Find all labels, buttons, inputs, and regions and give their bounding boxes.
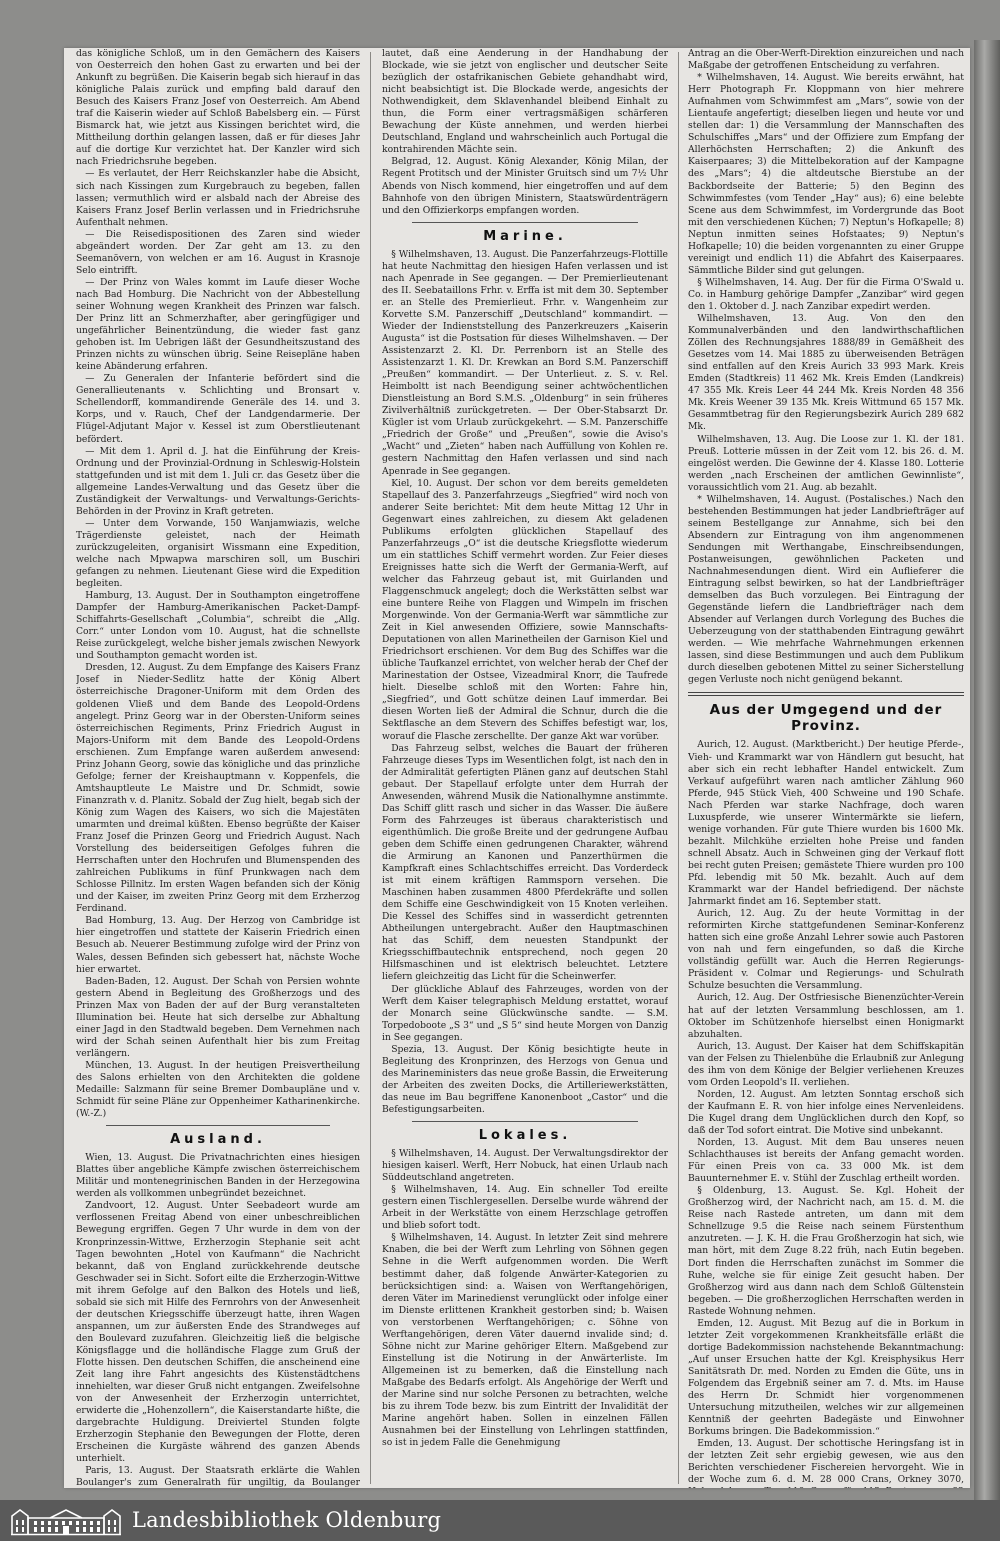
column-rule bbox=[370, 52, 371, 1484]
page-edge-shadow bbox=[974, 40, 1000, 1500]
library-building-logo-icon bbox=[10, 1506, 122, 1536]
article: Wilhelmshaven, 13. Aug. Die Loose zur 1. Kl. der 181. Preuß. Lotterie müssen in der Zeit vom 12. bis 26. d. M. eingelöst werden. Die Gewinne der 4. Klasse 180. Lotterie werden „nach Erscheinen der amtlichen Gewinnliste“, voraussichtlich vom 21. Aug. ab bezahlt. bbox=[688, 433, 964, 493]
article: Emden, 12. August. Mit Bezug auf die in Borkum in letzter Zeit vorgekommenen Krankheitsfälle erläßt die dortige Badekommission nachstehende Bekanntmachung: „Auf unser Ersuchen hatte der Kgl. Kreisphysikus Herr Sanitätsrath Dr. med. Norden zu Emden die Güte, uns in Folgendem das Ergebniß seiner am 7. d. Mts. im Hause des Herrn Dr. Schmidt hier vorgenommenen Untersuchung mitzutheilen, welches wir zur allgemeinen Kenntniß der geehrten Badegäste und Einwohner Borkums bringen. Die Badekommission.“ bbox=[688, 1317, 964, 1438]
article: München, 13. August. In der heutigen Preisvertheilung des Salons erhielten von den Architekten die goldene Medaille: Salzmann für seine Bremer Dombaupläne und v. Schmidt für seine Pläne zur Oppenheimer Katharinenkirche. (W.-Z.) bbox=[76, 1059, 360, 1120]
article: * Wilhelmshaven, 14. August. (Postalisches.) Nach den bestehenden Bestimmungen hat jeder Landbriefträger auf seinem Bestellgange zur Annahme, sich bei den Absendern zur Eintragung von ihm angenommenen Sendungen mit Werthangabe, Einschreibsendungen, Postanweisungen, gewöhnlichen Packeten und Nachnahmesendungen dient. Wird ein Auflieferer die Eintragung selbst bewirken, so hat der Landbriefträger demselben das Buch vorzulegen. Bei Eintragung der Gegenstände liefern die Landbriefträger nach dem Absender auf Verlangen durch Vorlegung des Buches die Ueberzeugung von der statthabenden Eintragung gewährt werden. — Wie mehrfache Wahrnehmungen erkennen lassen, sind diese Bestimmungen und auch dem Publikum durch dieselben gebotenen Mittel zu seiner Sicherstellung gegen Verluste noch nicht genügend bekannt. bbox=[688, 493, 964, 686]
section-heading-marine: Marine. bbox=[483, 228, 567, 244]
section-divider bbox=[106, 1125, 330, 1126]
column-rule bbox=[678, 52, 679, 1484]
article: — Die Reisedispositionen des Zaren sind wieder abgeändert worden. Der Zar geht am 13. zu den Seemanövern, von welchen er am 16. August in Krasnoje Selo eintrifft. bbox=[76, 228, 360, 276]
article: Zandvoort, 12. August. Unter Seebadeort wurde am verflossenen Freitag Abend von einer unbeschreiblichen Bewegung ergriffen. Gegen 7 Uhr wurde in dem von der Kronprinzessin-Wittwe, Erzherzogin Stephanie seit acht Tagen bewohnten „Hotel von Kaufmann“ die Nachricht bekannt, daß von England zurückkehrende deutsche Geschwader sei in Sicht. Sofort eilte die Erzherzogin-Wittwe mit ihrem Gefolge auf den Balkon des Hotels und ließ, sobald sie sich mit Hilfe des Fernrohrs von der Anwesenheit der deutschen Kriegsschiffe überzeugt hatte, ihren Wagen anspannen, um zur äußersten Ende des Strandweges auf den Boulevard zuzufahren. Gleichzeitig ließ die belgische Königsflagge und die holländische Flagge zum Gruß der Flotte hissen. Den deutschen Schiffen, die anscheinend eine Zeit lang ihre Fahrt angesichts des Küstenstädtchens innehielten, war dieser Gruß nicht entgangen. Zweifelsohne von der Anwesenheit der Erzherzogin unterrichtet, erwiderte die „Hohenzollern“, die Kaiserstandarte hißte, die dargebrachte Huldigung. Dreiviertel Stunden folgte Erzherzogin Stephanie den Bewegungen der Flotte, deren Erscheinen die Kurgäste während des ganzen Abends unterhielt. bbox=[76, 1200, 360, 1465]
section-divider bbox=[412, 222, 638, 223]
section-divider bbox=[688, 692, 964, 696]
article: Spezia, 13. August. Der König besichtigte heute in Begleitung des Kronprinzen, des Herzogs von Genua und des Marineministers das neue große Bassin, die Erweiterung der Arbeiten des zweiten Docks, die Artilleriewerkstätten, das neue im Bau begriffene Kanonenboot „Castor“ und die Befestigungsarbeiten. bbox=[382, 1043, 668, 1115]
article: § Wilhelmshaven, 13. August. Die Panzerfahrzeugs-Flottille hat heute Nachmittag den hiesigen Hafen verlassen und ist nach Apenrade in See gegangen. — Der Premierlieutenant des II. Seebataillons Frhr. v. Erffa ist mit dem 30. September er. an Stelle des Premierlieut. Frhr. v. Wangenheim zur Korvette S.M. Panzerschiff „Deutschland“ kommandirt. — Wieder der Indienststellung des Panzerkreuzers „Kaiserin Augusta“ ist die Postsation für dieses Wilhelmshaven. — Der Assistenzarzt 2. Kl. Dr. Perrenborn ist an Stelle des Assistenzarzt 1. Kl. Dr. Krewkan an Bord S.M. Panzerschiff „Preußen“ kommandirt. — Der Unterlieut. z. S. v. Rel. Heimboltt ist nach Beendigung seiner achtwöchentlichen Dienstleistung an Bord S.M.S. „Oldenburg“ in sein früheres Zivilverhältniß zurückgetreten. — Der Ober-Stabsarzt Dr. Kügler ist vom Urlaub zurückgekehrt. — S.M. Panzerschiffe „Friedrich der Große“ und „Preußen“, sowie die Aviso's „Wacht“ und „Zieten“ haben nach Auffüllung von Kohlen re. gestern Nachmittag den Hafen verlassen und sind nach Apenrade in See gegangen. bbox=[382, 248, 668, 477]
column-middle bbox=[382, 48, 668, 1488]
article: Belgrad, 12. August. König Alexander, König Milan, der Regent Protitsch und der Minister Gruitsch sind um 7½ Uhr Abends von Nisch kommend, hier eingetroffen und auf dem Bahnhofe von den übrigen Ministern, Staatswürdenträgern und den Offizierkorps empfangen worden. bbox=[382, 156, 668, 216]
article: Antrag an die Ober-Werft-Direktion einzureichen und nach Maßgabe der getroffenen Entscheidung zu verfahren. bbox=[688, 48, 964, 72]
article: — Es verlautet, der Herr Reichskanzler habe die Absicht, sich nach Kissingen zum Kurgebrauch zu begeben, fallen lassen; vermuthlich wird er alsbald nach der Abreise des Kaisers Franz Josef Berlin verlassen und in Friedrichsruhe Aufenthalt nehmen. bbox=[76, 168, 360, 228]
column-left-top bbox=[76, 48, 360, 1120]
article: Baden-Baden, 12. August. Der Schah von Persien wohnte gestern Abend in Begleitung des Großherzogs und des Prinzen Max von Baden der auf der Burg veranstalteten Illumination bei. Heute hat sich derselbe zur Abhaltung einer Jagd in den Stadtwald begeben. Dem Vernehmen nach wird der Schah seinen Aufenthalt hier bis zum Freitag verlängern. bbox=[76, 975, 360, 1059]
article: Norden, 12. August. Am letzten Sonntag erschoß sich der Kaufmann E. R. von hier infolge eines Nervenleidens. Die Kugel drang dem Unglücklichen durch den Kopf, so daß der Tod sofort eintrat. Die Motive sind unbekannt. bbox=[688, 1088, 964, 1136]
article: — Zu Generalen der Infanterie befördert sind die Generallieutenants v. Schlichting und Bronsart v. Schellendorff, kommandirende Generäle des 14. und 3. Korps, und v. Rauch, Chef der Landgendarmerie. Der Flügel-Adjutant Major v. Kessel ist zum Oberstlieutenant befördert. bbox=[76, 373, 360, 445]
article: — Mit dem 1. April d. J. hat die Einführung der Kreis-Ordnung und der Provinzial-Ordnung in Schleswig-Holstein stattgefunden und ist mit dem 1. Juli cr. das Gesetz über die allgemeine Landes-Verwaltung und das Gesetz über die Zuständigkeit der Verwaltungs- und Verwaltungs-Gerichts-Behörden in der Provinz in Kraft getreten. bbox=[76, 445, 360, 517]
column-right bbox=[688, 48, 964, 1488]
column-left bbox=[76, 48, 360, 1488]
footer-bar bbox=[0, 1500, 1000, 1541]
article: Paris, 13. August. Der Staatsrath erklärte die Wahlen Boulanger's zum Generalrath für ungiltig, da Boulanger bbox=[76, 1465, 360, 1488]
article: Bad Homburg, 13. Aug. Der Herzog von Cambridge ist hier eingetroffen und stattete der Kaiserin Friedrich einen Besuch ab. Neuerer Bestimmung zufolge wird der Prinz von Wales, dessen Befinden sich gebessert hat, nächste Woche hier erwartet. bbox=[76, 915, 360, 975]
article: Norden, 13. August. Mit dem Bau unseres neuen Schlachthauses ist bereits der Anfang gemacht worden. Für einen Preis von ca. 33 000 Mk. ist dem Bauunternehmer E. v. Stühl der Zuschlag ertheilt worden. bbox=[688, 1137, 964, 1185]
article: § Wilhelmshaven, 14. Aug. Der für die Firma O'Swald u. Co. in Hamburg gehörige Dampfer „Zanzibar“ wird gegen den 1. Oktober d. J. nach Zanzibar expedirt werden. bbox=[688, 276, 964, 312]
section-divider bbox=[412, 1121, 638, 1122]
article: * Wilhelmshaven, 14. August. Wie bereits erwähnt, hat Herr Photograph Fr. Kloppmann von hier mehrere Aufnahmen vom Schwimmfest am „Mars“, sowie von der Lientaufe angefertigt; dieselben liegen und heute vor und stellen dar: 1) die Versammlung der Mannschaften des Schulschiffes „Mars“ und der Offiziere zum Empfang der Allerhöchsten Herrschaften; 2) die Ankunft des Kaiserpaares; 3) die Mittelbekoration auf der Kampagne des „Mars“; 4) die altdeutsche Bierstube an der Backbordseite der Batterie; 5) den Beginn des Schwimmfestes (vom Tender „Hay“ aus); 6) eine belebte Scene aus dem Schwimmfest, im Vordergrunde das Boot mit den verschiedenen Küchen; 7) Neptun's Hofkapelle; 8) Neptun inmitten seines Hofstaates; 9) Neptun's Hofkapelle; 10) die beiden vorgenannten zu einer Gruppe vereinigt und endlich 11) die Abfahrt des Kaiserpaares. Sämmtliche Bilder sind gut gelungen. bbox=[688, 72, 964, 276]
article: Das Fahrzeug selbst, welches die Bauart der früheren Fahrzeuge dieses Typs im Wesentlichen folgt, ist nach den in der Admiralität gefertigten Plänen ganz auf deutschen Stahl gebaut. Der Stapellauf erfolgte unter dem Hurrah der Anwesenden, während Musik die Nationalhymne anstimmte. Das Schiff glitt rasch und sicher in das Wasser. Die äußere Form des Fahrzeuges ist überaus charakteristisch und eigenthümlich. Die große Breite und der gedrungene Aufbau geben dem Schiffe einen gedrungenen Charakter, während die Armirung an Kanonen und Panzerthürmen die Kampfkraft eines Schlachtschiffes erreicht. Das Vorderdeck ist mit einem kräftigen Rammsporn versehen. Die Maschinen haben zusammen 4800 Pferdekräfte und sollen dem Schiffe eine Geschwindigkeit von 15 Knoten verleihen. Die Kessel des Schiffes sind in wasserdicht getrennten Abtheilungen untergebracht. Außer den Hauptmaschinen hat das Schiff, dem neuesten Standpunkt der Kriegsschiffbautechnik entsprechend, noch gegen 20 Hilfsmaschinen und ist elektrisch beleuchtet. Letztere liefern gleichzeitig das Licht für die Scheinwerfer. bbox=[382, 742, 668, 983]
library-name: Landesbibliothek Oldenburg bbox=[132, 1508, 442, 1532]
article: Wilhelmshaven, 13. Aug. Von den den Kommunalverbänden und den landwirthschaftlichen Zöllen des Rechnungsjahres 1888/89 in Gemäßheit des Gesetzes vom 14. Mai 1885 zu überweisenden Beträgen sind entfallen auf den Kreis Aurich 33 993 Mark. Kreis Emden (Stadtkreis) 11 462 Mk. Kreis Emden (Landkreis) 47 355 Mk. Kreis Leer 44 244 Mk. Kreis Norden 48 356 Mk. Kreis Weener 39 135 Mk. Kreis Wittmund 65 157 Mk. Gesammtbetrag für den Regierungsbezirk Aurich 289 682 Mk. bbox=[688, 313, 964, 433]
article: Aurich, 13. August. Der Kaiser hat dem Schiffskapitän van der Felsen zu Thielenbühe die Erlaubniß zur Anlegung des ihm von dem Könige der Belgier verliehenen Kreuzes vom Orden Leopold's II. verliehen. bbox=[688, 1040, 964, 1088]
article: Aurich, 12. Aug. Der Ostfriesische Bienenzüchter-Verein hat auf der letzten Versammlung beschlossen, am 1. Oktober im Schützenhofe hierselbst einen Honigmarkt abzuhalten. bbox=[688, 992, 964, 1040]
article: Wien, 13. August. Die Privatnachrichten eines hiesigen Blattes über angebliche Kämpfe zwischen österreichischem Militär und montenegrinischen Banden in der Herzegowina werden als vollkommen unbegründet bezeichnet. bbox=[76, 1152, 360, 1200]
article: das königliche Schloß, um in den Gemächern des Kaisers von Oesterreich den hohen Gast zu erwarten und bei der Ankunft zu begrüßen. Die Kaiserin begab sich hierauf in das königliche Palais zurück und empfing bald darauf den Besuch des Kaisers Franz Josef von Oesterreich. Am Abend traf die Kaiserin wieder auf Schloß Babelsberg ein. — Fürst Bismarck hat, wie jetzt aus Kissingen berichtet wird, die Mittheilung dorthin gelangen lassen, daß er für dieses Jahr auf die dortige Kur verzichtet hat. Der Kanzler wird sich nach Friedrichsruhe begeben. bbox=[76, 48, 360, 168]
section-heading-lokales: Lokales. bbox=[478, 1128, 572, 1144]
article: — Der Prinz von Wales kommt im Laufe dieser Woche nach Bad Homburg. Die Nachricht von der Abbestellung seiner Wohnung wegen Krankheit des Prinzen war falsch. Der Prinz litt an Schmerzhafter, aber geringfügiger und ungefährlicher Beinentzündung, die wieder fast ganz gehoben ist. Im Uebrigen läßt der Gesundheitszustand des Prinzen nichts zu wünschen übrig. Seine Reisepläne haben keine Abänderung erfahren. bbox=[76, 276, 360, 373]
article: Dresden, 12. August. Zu dem Empfange des Kaisers Franz Josef in Nieder-Sedlitz hatte der König Albert österreichische Dragoner-Uniform mit dem Orden des goldenen Vließ und dem Bande des Leopold-Ordens angelegt. Prinz Georg war in der Obersten-Uniform seines österreichischen Regiments, Prinz Friedrich August in Majors-Uniform mit dem Bande des Leopold-Ordens erschienen. Zum Empfange waren außerdem anwesend: Prinz Johann Georg, sowie das königliche und das prinzliche Gefolge; ferner der Kreishauptmann v. Koppenfels, die Amtshauptleute Le Maistre und Dr. Schmidt, sowie Finanzrath v. d. Planitz. Sobald der Zug hielt, begab sich der König zum Wagen des Kaisers, wo sich die Majestäten umarmten und dreimal küßten. Ebenso begrüßte der Kaiser Franz Josef die Prinzen Georg und Friedrich August. Nach Vorstellung des beiderseitigen Gefolges fuhren die Herrschaften unter den Hochrufen und Blumenspenden des zahlreichen Publikums in fünf Prunkwagen nach dem Schlosse Pillnitz. Im ersten Wagen befanden sich der König und der Kaiser, im zweiten Prinz Georg mit dem Erzherzog Ferdinand. bbox=[76, 662, 360, 915]
newspaper-page bbox=[64, 48, 970, 1488]
article: § Oldenburg, 13. August. Se. Kgl. Hoheit der Großherzog wird, der Nachricht nach, am 15. d. M. die Reise nach Rastede antreten, um dann mit dem Schnellzuge 9.5 die Reise nach seinem Fürstenthum anzutreten. — J. K. H. die Frau Großherzogin hat sich, wie man hört, mit dem Zuge 8.22 früh, nach Eutin begeben. Dort finden die Herrschaften zunächst im Sommer die Ruhe, welche sie für einige Zeit gesucht haben. Der Großherzog wird aus dann nach dem Schloß Gültenstein begeben. — Die großherzoglichen Herrschaften werden in Rastede Wohnung nehmen. bbox=[688, 1185, 964, 1317]
article: Aurich, 12. August. (Marktbericht.) Der heutige Pferde-, Vieh- und Krammarkt war von Händlern gut besucht, hat aber sich ein recht lebhafter Handel entwickelt. Zum Verkauf aufgeführt waren nach amtlicher Zählung 960 Pferde, 945 Stück Vieh, 400 Schweine und 190 Schafe. Nach Pferden war starke Nachfrage, doch waren Luxuspferde, wie unserer Wintermärkte sie liefern, wenige vorhanden. Für gute Thiere wurden bis 1600 Mk. bezahlt. Milchkühe erzielten hohe Preise und fanden schnell Absatz. Auch in Schweinen ging der Verkauf flott bei recht guten Preisen; gemästete Thiere wurden pro 100 Pfd. lebendig mit 50 Mk. bezahlt. Auch auf dem Krammarkt war der Handel befriedigend. Der nächste Jahrmarkt findet am 16. September statt. bbox=[688, 739, 964, 908]
article: Kiel, 10. August. Der schon vor dem bereits gemeldeten Stapellauf des 3. Panzerfahrzeugs „Siegfried“ wird noch von anderer Seite berichtet: Mit dem heute Mittag 12 Uhr in Gegenwart eines zahlreichen, zu diesem Akt geladenen Publikums erfolgten glücklichen Stapellauf des Panzerfahrzeugs „O“ ist die deutsche Kriegsflotte wiederum um ein stattliches Schiff vermehrt worden. Zur Feier dieses Ereignisses hatte sich die Werft der Germania-Werft, auf welcher das Fahrzeug gebaut ist, mit Guirlanden und Flaggenschmuck angelegt; doch die Werkstätten selbst war eine buntere Reihe von Flaggen und Wimpeln im frischen Morgenwinde. Von der Germania-Werft war sämmtliche zur Zeit in Kiel anwesenden Offiziere, sowie Mannschafts-Deputationen von allen Marinetheilen der Garnison Kiel und Friedrichsort erschienen. Vor dem Bug des Schiffes war die übliche Taufkanzel errichtet, von welcher herab der Chef der Marinestation der Ostsee, Vizeadmiral Knorr, die Taufrede hielt. Dieselbe schloß mit den Worten: Fahre hin, „Siegfried“, und Gott schütze deinen Lauf immerdar. Bei diesen Worten ließ der Admiral die Schnur, durch die die Sektflasche an dem Stevern des Schiffes befestigt war, los, worauf die Flasche zerschellte. Der ganze Akt war vorüber. bbox=[382, 477, 668, 742]
article: — Unter dem Vorwande, 150 Wanjamwiazis, welche Trägerdienste geleistet, nach der Heimath zurückzugeleiten, organisirt Wissmann eine Expedition, welche nach Mpwapwa marschiren soll, um Buschiri gefangen zu nehmen. Lieutenant Giese wird die Expedition begleiten. bbox=[76, 517, 360, 590]
section-heading-ausland: Ausland. bbox=[170, 1132, 266, 1148]
section-heading-umgegend: Aus der Umgegend und der Provinz. bbox=[709, 702, 943, 735]
article: Emden, 13. August. Der schottische Heringsfang ist in der letzten Zeit sehr ergiebig gewesen, wie aus den Berichten verschiedener Fischereien hervorgeht. Wie in der Woche zum 6. d. M. 28 000 Crans, Orkney 3070, bbox=[688, 1438, 964, 1486]
article: Der glückliche Ablauf des Fahrzeuges, worden von der Werft dem Kaiser telegraphisch Meldung erstattet, worauf der Monarch seine Glückwünsche sandte. — S.M. Torpedoboote „S 3“ und „S 5“ sind heute Morgen von Danzig in See gegangen. bbox=[382, 983, 668, 1043]
article: Aurich, 12. Aug. Zu der heute Vormittag in der reformirten Kirche stattgefundenen Seminar-Konferenz hatten sich eine große Anzahl Lehrer sowie auch Pastoren von nah und fern eingefunden, so daß die Kirche vollständig gefüllt war. Auch die Herren Regierungs-Präsident v. Colmar und Regierungs- und Schulrath Schulze besuchten die Versammlung. bbox=[688, 908, 964, 992]
article: lautet, daß eine Aenderung in der Handhabung der Blockade, wie sie jetzt von englischer und deutscher Seite bezüglich der ostafrikanischen Gebiete gehandhabt wird, nicht beabsichtigt ist. Die Blockade werde, angesichts der Nothwendigkeit, dem Sklavenhandel bleibend Einhalt zu thun, die Form einer vertragsmäßigen schärferen Bewachung der Küste annehmen, und werden hierbei Deutschland, England und wahrscheinlich auch Portugal die kontrahirenden Mächte sein. bbox=[382, 48, 668, 156]
column-left-bottom bbox=[76, 1152, 360, 1488]
article: § Wilhelmshaven, 14. August. Der Verwaltungsdirektor der hiesigen kaiserl. Werft, Herr Nobuck, hat einen Urlaub nach Süddeutschland angetreten. bbox=[382, 1148, 668, 1184]
article: § Wilhelmshaven, 14. August. In letzter Zeit sind mehrere Knaben, die bei der Werft zum Lehrling von Söhnen gegen Sehne in die Werft aufgenommen worden. Die Werft bestimmt daher, daß folgende Anwärter-Kategorien zu berücksichtigen sind: a. Waisen von Werftangehörigen, deren Väter im Marinedienst verunglückt oder infolge einer im Dienste erlittenen Krankheit gestorben sind; b. Waisen von verstorbenen Werftangehörigen; c. Söhne von Werftangehörigen, deren Väter dauernd invalide sind; d. Söhne nicht zur Marine gehöriger Eltern. Maßgebend zur Einstellung ist die Notirung in der Anwärterliste. Im Allgemeinen ist zu bemerken, daß die Einstellung nach Maßgabe des Bedarfs erfolgt. Als Angehörige der Werft und der Marine sind nur solche Personen zu betrachten, welche bis zu ihrem Tode bezw. bis zum Eintritt der Invalidität der Marine angehört haben. Sollen in einzelnen Fällen Ausnahmen bei der Einstellung von Lehrlingen stattfinden, so ist in jedem Falle die Genehmigung bbox=[382, 1232, 668, 1449]
article: Hamburg, 13. August. Der in Southampton eingetroffene Dampfer der Hamburg-Amerikanischen Packet-Dampf-Schiffahrts-Gesellschaft „Columbia“, schreibt die „Allg. Corr.“ unter London vom 10. August, hat die schnellste Reise zurückgelegt, welche bisher jemals zwischen Newyork und Southampton gemacht worden ist. bbox=[76, 590, 360, 662]
article: § Wilhelmshaven, 14. Aug. Ein schneller Tod ereilte gestern einen Tischlergesellen. Derselbe wurde während der Arbeit in der Werkstätte von einem Herzschlage getroffen und blieb sofort todt. bbox=[382, 1184, 668, 1232]
